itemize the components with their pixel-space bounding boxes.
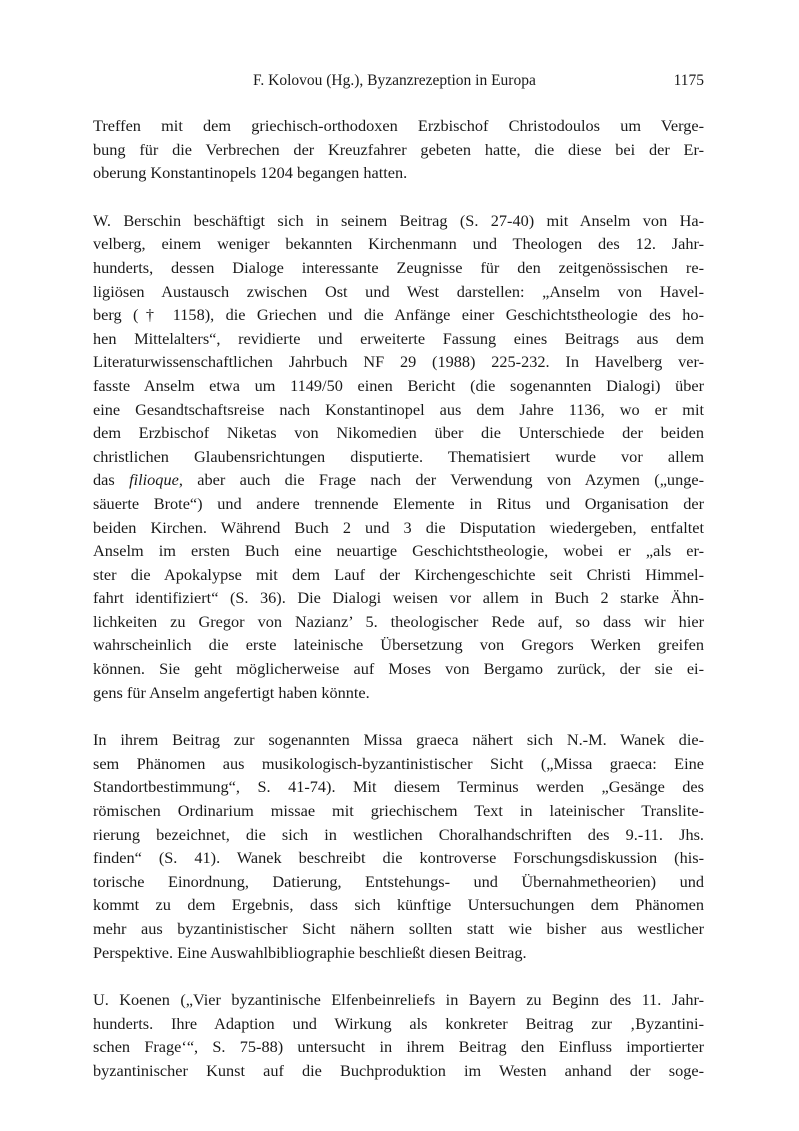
text-line: byzantinischer Kunst auf die Buchproduktion im Westen anhand der soge- bbox=[93, 1060, 704, 1080]
text-line bbox=[93, 468, 704, 492]
text-line: schen Frage‘“, S. 75-88) untersucht in ihrem Beitrag den Einfluss importierter bbox=[93, 1037, 704, 1057]
text-line: oberung Konstantinopels 1204 begangen hatten. bbox=[93, 163, 408, 183]
text-line: Standortbestimmung“, S. 41-74). Mit diesem Terminus werden „Gesänge des bbox=[93, 777, 704, 797]
text-line: mehr aus byzantinistischer Sicht nähern sollten statt wie bisher aus westlicher bbox=[93, 919, 704, 938]
text-line: fahrt identifiziert“ (S. 36). Die Dialogi weisen vor allem in Buch 2 starke Ähn- bbox=[93, 588, 704, 608]
text-line: berg († 1158), die Griechen und die Anfänge einer Geschichtstheologie des ho- bbox=[93, 305, 704, 325]
running-header bbox=[93, 72, 704, 96]
text-line: ster die Apokalypse mit dem Lauf der Kirchengeschichte seit Christi Himmel- bbox=[93, 564, 704, 584]
text-line: rierung bezeichnet, die sich in westlichen Choralhandschriften des 9.-11. Jhs. bbox=[93, 824, 704, 844]
text-line: gens für Anselm angefertigt haben könnte. bbox=[93, 682, 370, 702]
text-line: finden“ (S. 41). Wanek beschreibt die kontroverse Forschungsdiskussion (his- bbox=[93, 848, 704, 868]
text-line: sem Phänomen aus musikologisch-byzantinistischer Sicht („Missa graeca: Eine bbox=[93, 753, 704, 773]
text-line: kommt zu dem Ergebnis, dass sich künftige Untersuchungen dem Phänomen bbox=[93, 895, 704, 915]
text-line: eine Gesandtschaftsreise nach Konstantinopel aus dem Jahre 1136, wo er mit bbox=[93, 399, 704, 419]
text-line: Literaturwissenschaftlichen Jahrbuch NF 29 (1988) 225-232. In Havelberg ver- bbox=[93, 352, 704, 372]
paragraph bbox=[93, 209, 704, 704]
text-line: beiden Kirchen. Während Buch 2 und 3 die Disputation wiedergeben, entfaltet bbox=[93, 517, 704, 537]
text-line: Perspektive. Eine Auswahlbibliographie beschließt diesen Beitrag. bbox=[93, 942, 527, 962]
text-line: ligiösen Austausch zwischen Ost und West darstellen: „Anselm von Havel- bbox=[93, 281, 704, 301]
paragraph-gap bbox=[93, 964, 704, 988]
italic-term: filioque bbox=[129, 470, 179, 490]
text-line: hunderts, dessen Dialoge interessante Zeugnisse für den zeitgenössischen re- bbox=[93, 257, 704, 277]
text-line: bung für die Verbrechen der Kreuzfahrer gebeten hatte, die diese bei der Er- bbox=[93, 139, 704, 159]
text-run: das bbox=[93, 470, 130, 490]
paragraph bbox=[93, 114, 704, 185]
text-line: dem Erzbischof Niketas von Nikomedien über die Unterschiede der beiden bbox=[93, 423, 704, 443]
paragraph bbox=[93, 988, 704, 1082]
text-line: velberg, einem weniger bekannten Kirchenmann und Theologen des 12. Jahr- bbox=[93, 234, 704, 254]
text-run: , aber auch die Frage nach der Verwendung von Azymen („unge- bbox=[178, 470, 704, 490]
page-number: 1175 bbox=[673, 72, 704, 89]
text-line: römischen Ordinarium missae mit griechischem Text in lateinischer Translite- bbox=[93, 801, 704, 821]
text-line: Treffen mit dem griechisch-orthodoxen Erzbischof Christodoulos um Verge- bbox=[93, 116, 704, 135]
text-line: wahrscheinlich die erste lateinische Übersetzung von Gregors Werken greifen bbox=[93, 635, 704, 655]
body-text bbox=[93, 114, 704, 1083]
text-line: hunderts. Ihre Adaption und Wirkung als konkreter Beitrag zur ‚Byzantini- bbox=[93, 1013, 704, 1033]
text-line: Anselm im ersten Buch eine neuartige Geschichtstheologie, wobei er „als er- bbox=[93, 541, 704, 561]
text-line: können. Sie geht möglicherweise auf Moses von Bergamo zurück, der sie ei- bbox=[93, 659, 704, 679]
text-line: fasste Anselm etwa um 1149/50 einen Bericht (die sogenannten Dialogi) über bbox=[93, 375, 704, 395]
paragraph-gap bbox=[93, 185, 704, 209]
text-line: W. Berschin beschäftigt sich in seinem Beitrag (S. 27-40) mit Anselm von Ha- bbox=[93, 210, 704, 230]
text-line: säuerte Brote“) und andere trennende Elemente in Ritus und Organisation der bbox=[93, 493, 704, 513]
text-line: hen Mittelalters“, revidierte und erweiterte Fassung eines Beitrags aus dem bbox=[93, 328, 704, 348]
running-head-title: F. Kolovou (Hg.), Byzanzrezeption in Europa bbox=[253, 72, 536, 89]
text-line: U. Koenen („Vier byzantinische Elfenbeinreliefs in Bayern zu Beginn des 11. Jahr- bbox=[93, 990, 704, 1010]
text-line: lichkeiten zu Gregor von Nazianz’ 5. theologischer Rede auf, so dass wir hier bbox=[93, 611, 704, 631]
text-line: torische Einordnung, Datierung, Entstehungs- und Übernahmetheorien) und bbox=[93, 871, 704, 891]
paragraph bbox=[93, 728, 704, 964]
text-line: In ihrem Beitrag zur sogenannten Missa graeca nähert sich N.-M. Wanek die- bbox=[93, 730, 704, 750]
paragraph-gap bbox=[93, 704, 704, 728]
text-line: christlichen Glaubensrichtungen disputierte. Thematisiert wurde vor allem bbox=[93, 446, 704, 466]
